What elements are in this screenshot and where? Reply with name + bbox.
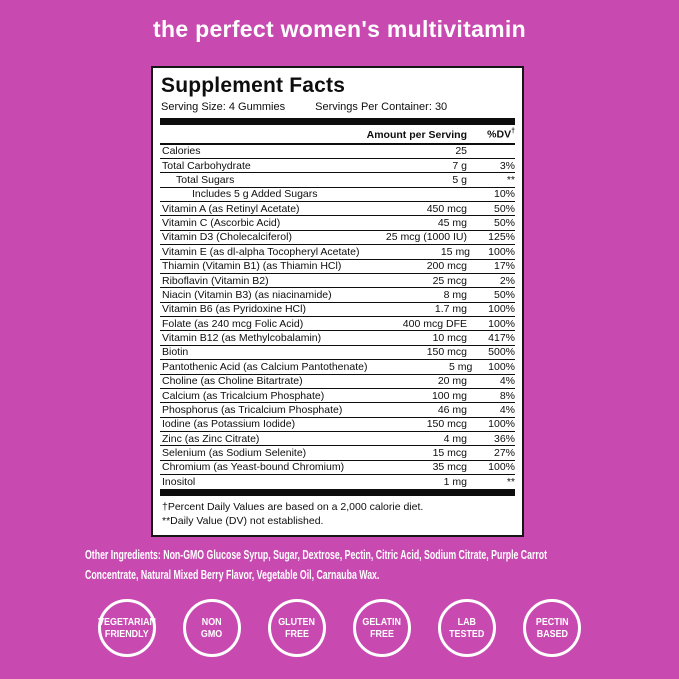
nutrient-amount: 35 mcg xyxy=(432,461,467,474)
nutrient-dv: 417% xyxy=(488,332,515,345)
nutrient-name: Vitamin A (as Retinyl Acetate) xyxy=(162,202,300,215)
nutrient-name: Includes 5 g Added Sugars xyxy=(192,188,318,201)
nutrient-name: Choline (as Choline Bitartrate) xyxy=(162,375,303,388)
supplement-facts-panel xyxy=(151,66,524,537)
nutrient-amount: 450 mcg xyxy=(426,202,467,215)
divider-bar-top xyxy=(160,118,515,125)
badge-label: GELATIN xyxy=(362,615,402,628)
table-row xyxy=(160,172,515,186)
nutrient-name: Phosphorus (as Tricalcium Phosphate) xyxy=(162,403,343,416)
nutrient-dv: 500% xyxy=(488,346,515,359)
nutrient-amount: 200 mcg xyxy=(426,260,467,273)
badge-pectin-based xyxy=(523,599,581,657)
nutrient-dv: ** xyxy=(506,173,515,186)
nutrient-name: Vitamin D3 (Cholecalciferol) xyxy=(162,231,292,244)
nutrient-name: Vitamin B12 (as Methylcobalamin) xyxy=(162,332,322,345)
nutrient-amount: 10 mcg xyxy=(432,332,467,345)
nutrient-amount: 5 g xyxy=(452,173,467,186)
table-row xyxy=(160,445,515,459)
column-header-dv: %DV† xyxy=(487,128,515,141)
other-ingredients-line: Concentrate, Natural Mixed Berry Flavor, Vegetable Oil, Carnauba Wax. xyxy=(85,568,380,582)
nutrient-name: Selenium (as Sodium Selenite) xyxy=(162,447,307,460)
nutrient-amount: 45 mg xyxy=(437,217,467,230)
nutrient-name: Folate (as 240 mcg Folic Acid) xyxy=(162,317,304,330)
nutrient-name: Vitamin B6 (as Pyridoxine HCl) xyxy=(162,303,306,316)
nutrient-name: Chromium (as Yeast-bound Chromium) xyxy=(162,461,345,474)
nutrient-amount: 25 mcg (1000 IU) xyxy=(385,231,467,244)
nutrient-name: Niacin (Vitamin B3) (as niacinamide) xyxy=(162,288,332,301)
nutrient-amount: 5 mg xyxy=(448,360,473,373)
nutrient-amount: 400 mcg DFE xyxy=(402,317,467,330)
nutrient-dv: 50% xyxy=(493,217,515,230)
nutrient-amount: 7 g xyxy=(452,159,467,172)
nutrient-name: Biotin xyxy=(162,346,189,359)
nutrient-amount: 20 mg xyxy=(437,375,467,388)
table-row xyxy=(160,417,515,431)
nutrient-name: Zinc (as Zinc Citrate) xyxy=(162,432,260,445)
nutrient-dv: 4% xyxy=(499,403,515,416)
serving-info xyxy=(161,101,515,113)
badge-gelatin-free xyxy=(353,599,411,657)
nutrient-name: Vitamin C (Ascorbic Acid) xyxy=(162,217,281,230)
badge-non-gmo xyxy=(183,599,241,657)
nutrient-amount: 150 mcg xyxy=(426,418,467,431)
badge-vegetarian-friendly xyxy=(98,599,156,657)
nutrient-dv: 100% xyxy=(488,461,515,474)
table-row xyxy=(160,374,515,388)
nutrient-amount: 25 mcg xyxy=(432,274,467,287)
footnote-dv-not-established: **Daily Value (DV) not established. xyxy=(162,515,324,527)
nutrient-amount: 100 mg xyxy=(431,389,467,402)
nutrient-dv: 4% xyxy=(499,375,515,388)
badge-label: BASED xyxy=(536,628,568,640)
footnotes xyxy=(160,496,515,529)
nutrient-dv: 27% xyxy=(493,447,515,460)
nutrient-name: Vitamin E (as dl-alpha Tocopheryl Acetate) xyxy=(162,245,360,258)
nutrient-amount: 1 mg xyxy=(443,475,467,488)
nutrient-dv: 17% xyxy=(493,260,515,273)
table-row xyxy=(160,215,515,229)
table-row xyxy=(160,244,515,258)
nutrient-dv: 100% xyxy=(488,418,515,431)
nutrient-amount: 8 mg xyxy=(443,288,467,301)
nutrient-dv: 125% xyxy=(488,231,515,244)
badge-label: NON xyxy=(202,615,222,628)
badge-label: VEGETARIAN xyxy=(98,615,156,628)
nutrient-name: Total Sugars xyxy=(176,173,235,186)
nutrient-name: Calories xyxy=(162,145,201,158)
badge-label: FREE xyxy=(370,628,394,640)
nutrient-name: Pantothenic Acid (as Calcium Pantothenate) xyxy=(162,360,368,373)
nutrient-name: Riboflavin (Vitamin B2) xyxy=(162,274,269,287)
nutrient-dv: 50% xyxy=(493,288,515,301)
nutrient-dv: 8% xyxy=(499,389,515,402)
table-row xyxy=(160,431,515,445)
table-row xyxy=(160,158,515,172)
nutrient-name: Total Carbohydrate xyxy=(162,159,251,172)
nutrient-dv: 100% xyxy=(488,317,515,330)
nutrient-name: Calcium (as Tricalcium Phosphate) xyxy=(162,389,325,402)
nutrient-amount: 4 mg xyxy=(443,432,467,445)
nutrient-name: Thiamin (Vitamin B1) (as Thiamin HCl) xyxy=(162,260,342,273)
nutrient-dv: 100% xyxy=(488,245,515,258)
product-tagline: the perfect women's multivitamin xyxy=(153,16,526,42)
nutrient-name: Iodine (as Potassium Iodide) xyxy=(162,418,296,431)
nutrient-amount: 46 mg xyxy=(437,403,467,416)
table-row xyxy=(160,259,515,273)
table-row xyxy=(160,330,515,344)
divider-bar-bottom xyxy=(160,489,515,496)
nutrient-name: Inositol xyxy=(162,475,196,488)
nutrient-amount: 150 mcg xyxy=(426,346,467,359)
table-row xyxy=(160,230,515,244)
badge-row xyxy=(0,599,679,657)
table-row xyxy=(160,316,515,330)
table-row xyxy=(160,187,515,201)
table-row xyxy=(160,359,515,373)
other-ingredients xyxy=(85,545,675,585)
nutrient-dv: 2% xyxy=(499,274,515,287)
supplement-facts-title: Supplement Facts xyxy=(161,74,346,97)
table-row xyxy=(160,302,515,316)
column-header-row xyxy=(160,125,515,145)
dagger-symbol: † xyxy=(511,128,515,135)
badge-label: PECTIN xyxy=(535,615,569,628)
table-row xyxy=(160,287,515,301)
table-row xyxy=(160,474,515,488)
nutrient-dv: 100% xyxy=(488,303,515,316)
table-row xyxy=(160,402,515,416)
table-row xyxy=(160,273,515,287)
badge-gluten-free xyxy=(268,599,326,657)
badge-label: GMO xyxy=(201,628,223,640)
table-row xyxy=(160,145,515,158)
serving-size: Serving Size: 4 Gummies xyxy=(161,101,286,113)
table-row xyxy=(160,345,515,359)
nutrient-amount: 15 mcg xyxy=(432,447,467,460)
nutrient-dv: 10% xyxy=(493,188,515,201)
nutrient-dv: ** xyxy=(506,475,515,488)
nutrient-rows xyxy=(160,145,515,489)
nutrient-dv: 100% xyxy=(488,360,515,373)
table-row xyxy=(160,388,515,402)
table-row xyxy=(160,201,515,215)
badge-label: GLUTEN xyxy=(278,615,316,628)
nutrient-amount: 1.7 mg xyxy=(434,303,467,316)
nutrient-dv: 36% xyxy=(493,432,515,445)
nutrient-amount: 15 mg xyxy=(440,245,471,258)
footnote-daily-values: †Percent Daily Values are based on a 2,000 calorie diet. xyxy=(162,500,424,513)
servings-per-container: Servings Per Container: 30 xyxy=(315,101,448,113)
nutrient-amount: 25 xyxy=(455,145,467,158)
badge-label: FREE xyxy=(285,628,309,640)
badge-label: LAB xyxy=(457,615,477,628)
nutrient-dv: 3% xyxy=(499,159,515,172)
badge-lab-tested xyxy=(438,599,496,657)
nutrient-dv: 50% xyxy=(493,202,515,215)
badge-label: FRIENDLY xyxy=(105,628,149,640)
other-ingredients-line: Other Ingredients: Non-GMO Glucose Syrup, Sugar, Dextrose, Pectin, Citric Acid, Sodium Citrate, Purple Carrot xyxy=(85,548,548,562)
table-row xyxy=(160,460,515,474)
badge-label: TESTED xyxy=(449,628,485,640)
column-header-amount: Amount per Serving xyxy=(366,128,467,141)
